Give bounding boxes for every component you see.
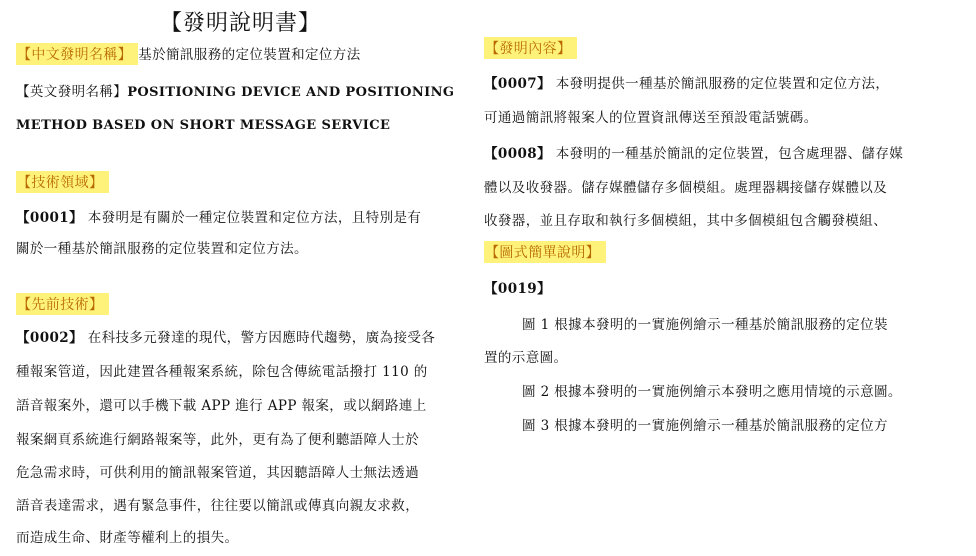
para-0007-text-1: 本發明提供一種基於簡訊服務的定位裝置和定位方法， (555, 76, 890, 92)
figures-heading: 【圖式簡單說明】 (484, 241, 606, 263)
para-0019-number: 【0019】 (484, 281, 551, 297)
para-0001-line-2: 關於一種基於簡訊服務的定位裝置和定位方法。 (16, 241, 308, 257)
tech-field-heading-row (16, 171, 109, 193)
prior-art-heading-row (16, 293, 109, 315)
para-0007-line-2: 可通過簡訊將報案人的位置資訊傳送至預設電話號碼。 (484, 110, 818, 126)
figure-2-line-1: 圖 2 根據本發明的一實施例繪示本發明之應用情境的示意圖。 (522, 384, 902, 400)
figure-3-line-1: 圖 3 根據本發明的一實施例繪示一種基於簡訊服務的定位方 (522, 418, 888, 434)
tech-field-heading: 【技術領域】 (16, 171, 109, 193)
para-0002-line-3: 語音報案外，還可以手機下載 APP 進行 APP 報案，或以網路連上 (16, 398, 427, 414)
para-0008-line-2: 體以及收發器。儲存媒體儲存多個模組。處理器耦接儲存媒體以及 (484, 180, 888, 196)
para-0002-line-7: 而造成生命、財產等權利上的損失。 (16, 530, 239, 546)
para-0002-line-5: 危急需求時，可供利用的簡訊報案管道，其因聽語障人士無法透過 (16, 465, 420, 481)
para-0008-line-3: 收發器，並且存取和執行多個模組，其中多個模組包含觸發模組、 (484, 213, 888, 229)
content-heading-row (484, 37, 577, 59)
para-0008-text-1: 本發明的一種基於簡訊的定位裝置，包含處理器、儲存媒 (555, 146, 904, 162)
chinese-name-row (16, 43, 361, 65)
chinese-name-label: 【中文發明名稱】 (16, 43, 138, 65)
para-0002-number: 【0002】 (16, 330, 83, 346)
para-0001-text-1: 本發明是有關於一種定位裝置和定位方法，且特別是有 (87, 210, 422, 226)
para-0008-number: 【0008】 (484, 146, 551, 162)
para-0008-line-1 (484, 142, 903, 162)
para-0002-line-1 (16, 326, 435, 346)
prior-art-heading: 【先前技術】 (16, 293, 109, 315)
para-0001-number: 【0001】 (16, 210, 83, 226)
para-0001-line-1 (16, 206, 421, 226)
english-name-line-2: METHOD BASED ON SHORT MESSAGE SERVICE (16, 118, 391, 133)
document-title: 【發明說明書】 (160, 11, 322, 36)
para-0002-line-2: 種報案管道，因此建置各種報案系統，除包含傳統電話撥打 110 的 (16, 364, 428, 380)
english-name-label: 【英文發明名稱】 (16, 84, 128, 100)
content-heading: 【發明內容】 (484, 37, 577, 59)
figure-1-line-2: 置的示意圖。 (484, 350, 568, 366)
para-0002-line-4: 報案網頁系統進行網路報案等，此外，更有為了便利聽語障人士於 (16, 432, 420, 448)
para-0002-text-1: 在科技多元發達的現代，警方因應時代趨勢，廣為接受各 (87, 330, 436, 346)
para-0007-number: 【0007】 (484, 76, 551, 92)
english-name-line-1: POSITIONING DEVICE AND POSITIONING (127, 85, 455, 100)
figures-heading-row (484, 241, 606, 263)
para-0007-line-1 (484, 72, 889, 92)
english-name-row (16, 80, 454, 100)
figure-1-line-1: 圖 1 根據本發明的一實施例繪示一種基於簡訊服務的定位裝 (522, 317, 888, 333)
chinese-name-value: 基於簡訊服務的定位裝置和定位方法 (138, 47, 361, 63)
para-0002-line-6: 語音表達需求，遇有緊急事件，往往要以簡訊或傳真向親友求救， (16, 498, 420, 514)
